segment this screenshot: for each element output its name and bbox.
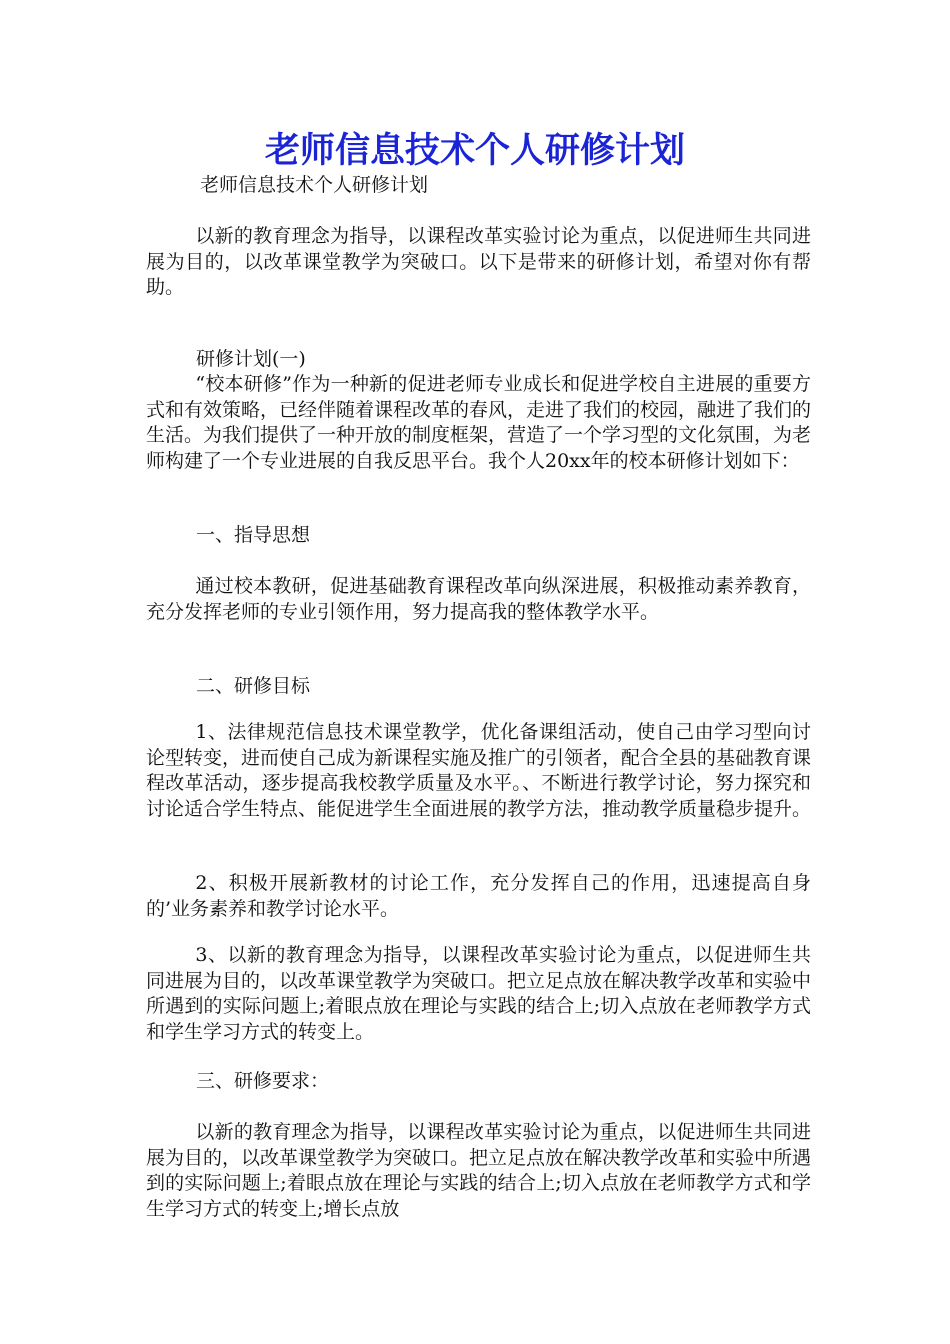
plan-paragraph: “校本研修”作为一种新的促进老师专业成长和促进学校自主进展的重要方式和有效策略，已经伴随着课程改革的春风，走进了我们的校园，融进了我们的生活。为我们提供了一种开放的制度框架，营造了一个学习型的文化氛围，为老师构建了一个专业进展的自我反思平台。我个人20xx年的校本研修计划如下： (146, 373, 812, 472)
goal-item-2: 2、积极开展新教材的讨论工作，充分发挥自己的作用，迅速提高自身的’业务素养和教学讨论水平。 (146, 872, 811, 920)
heading-guiding-thought: 一、指导思想 (196, 524, 311, 546)
goal-item-1: 1、法律规范信息技术课堂教学，优化备课组活动，使自己由学习型向讨论型转变，进而使自己成为新课程实施及推广的引领者，配合全县的基础教育课程改革活动，逐步提高我校教学质量及水平。、不断进行教学讨论，努力探究和讨论适合学生特点、能促进学生全面进展的教学方法，推动教学质量稳步提升。 (146, 721, 812, 820)
goal-item-3: 3、以新的教育理念为指导，以课程改革实验讨论为重点，以促进师生共同进展为目的，以改革课堂教学为突破口。把立足点放在解决教学改革和实验中所遇到的实际问题上;着眼点放在理论与实践的结合上;切入点放在老师教学方式和学生学习方式的转变上。 (146, 944, 812, 1043)
document-title: 老师信息技术个人研修计划 (264, 131, 685, 171)
heading-research-goals: 二、研修目标 (196, 675, 311, 697)
document-subtitle: 老师信息技术个人研修计划 (200, 174, 429, 196)
guiding-thought-paragraph: 通过校本教研，促进基础教育课程改革向纵深进展，积极推动素养教育，充分发挥老师的专业引领作用，努力提高我的整体教学水平。 (146, 575, 811, 623)
section-plan-label: 研修计划(一) (196, 348, 306, 370)
requirements-paragraph: 以新的教育理念为指导，以课程改革实验讨论为重点，以促进师生共同进展为目的，以改革课堂教学为突破口。把立足点放在解决教学改革和实验中所遇到的实际问题上;着眼点放在理论与实践的结合上;切入点放在老师教学方式和学生学习方式的转变上;增长点放 (146, 1121, 812, 1220)
intro-paragraph: 以新的教育理念为指导，以课程改革实验讨论为重点，以促进师生共同进展为目的，以改革课堂教学为突破口。以下是带来的研修计划，希望对你有帮助。 (146, 225, 811, 298)
heading-research-requirements: 三、研修要求： (196, 1070, 330, 1092)
